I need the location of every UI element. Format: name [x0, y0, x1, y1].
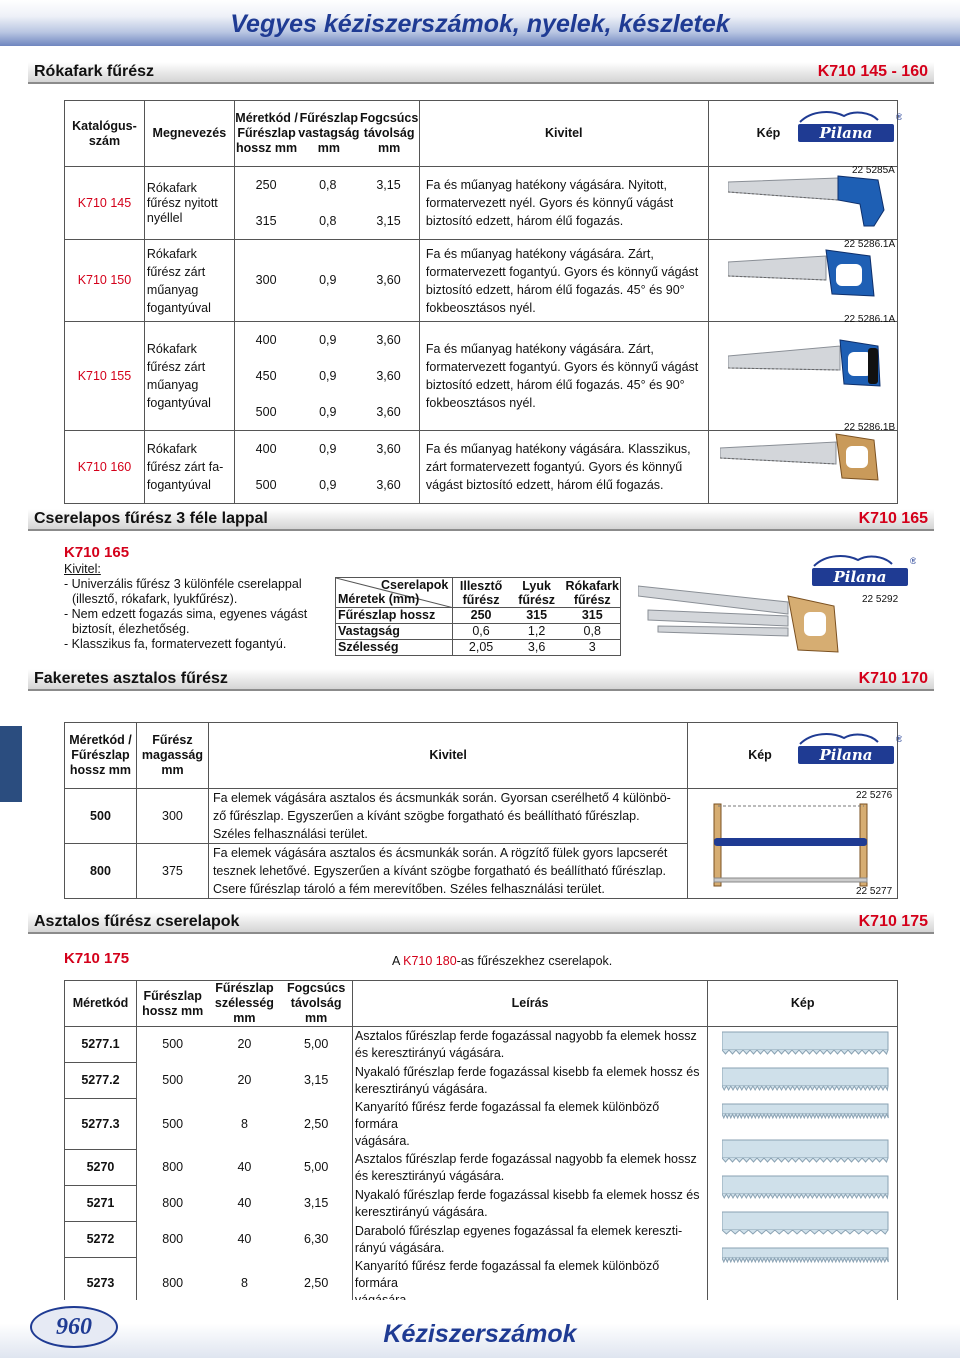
desc-line: Fa elemek vágására asztalos és ácsmunkák során. A rögzítő fülek gyors lapcserét [212, 846, 668, 860]
cell-value: 2,05 [468, 640, 494, 654]
saw-wooden-handle-image [720, 430, 890, 490]
desc-line: Asztalos fűrészlap ferde fogazással nagyobb fa elemek hossz [354, 1028, 697, 1043]
thickness-value: 0,9 [319, 404, 337, 419]
blade-code: 5272 [65, 1222, 137, 1258]
desc-line: Daraboló fűrészlap egyenes fogazással fa elemek kereszti- [354, 1223, 683, 1238]
col-header: Illesztő fűrész [453, 578, 509, 608]
blade-description [352, 1186, 707, 1222]
table-row [336, 608, 621, 624]
length-value: 500 [162, 1116, 184, 1131]
image-code: 22 5276 [856, 790, 893, 801]
section-title: Rókafark fűrész [34, 63, 155, 80]
registered-mark: ® [896, 734, 902, 744]
col-header-size: Méretkód [65, 981, 137, 1027]
pitch-value: 3,15 [376, 213, 401, 228]
catalog-code: K710 150 [65, 240, 145, 322]
col-header-length: Fűrészlap hossz mm [136, 981, 208, 1027]
col-header-width: Fűrészlap szélesség mm [208, 981, 280, 1027]
blade-code: 5273 [65, 1258, 137, 1310]
pitch-value: 3,60 [376, 368, 401, 383]
size-value: 400 [255, 441, 277, 456]
image-code: 22 5286.1B [844, 422, 896, 433]
product-name: Rókafark fűrész nyitott nyéllel [144, 167, 234, 240]
page-header-band [0, 0, 960, 46]
desc-line: és keresztirányú vágására. [354, 1045, 505, 1060]
image-code: 22 5286.1A [844, 239, 896, 250]
registered-mark: ® [910, 556, 916, 566]
col-header: Lyuk fűrész [509, 578, 565, 608]
product-name: Rókafark fűrész zárt műanyag fogantyúval [144, 322, 234, 431]
corner-bottom: Méretek (mm) [338, 592, 420, 606]
length-value: 800 [162, 1232, 184, 1246]
col-header-pitch: Fogcsúcs távolság mm [280, 981, 352, 1027]
cell-value: 3 [588, 640, 596, 654]
cell-value: 1,2 [509, 624, 565, 640]
blade-description [352, 1027, 707, 1063]
desc-line: Kanyarító fűrész ferde fogazással fa elemek különböző formára [354, 1099, 660, 1131]
row-label: Vastagság [336, 624, 453, 640]
pilana-logo [792, 730, 902, 770]
image-code: 22 5285A [852, 165, 895, 176]
blade-image [722, 1104, 888, 1118]
saw-open-handle-image [728, 170, 888, 230]
cell-value: 0,8 [565, 624, 621, 640]
kivitel-line: - Klasszikus fa, formatervezett fogantyú. [64, 637, 287, 651]
corner-cell [336, 578, 453, 608]
size-value: 500 [255, 477, 277, 492]
pitch-value: 3,60 [376, 477, 401, 492]
thickness-value: 0,9 [319, 477, 337, 492]
blade-description [352, 1063, 707, 1099]
section-title: Fakeretes asztalos fűrész [34, 670, 228, 687]
image-code: 22 5286.1A [844, 314, 896, 325]
size-value: 315 [255, 213, 277, 228]
exec-description [208, 789, 687, 844]
saw-closed-handle-image [728, 246, 888, 308]
blade-image [722, 1140, 888, 1162]
kivitel-list [64, 577, 307, 652]
pilana-logo [792, 108, 902, 148]
side-tab-marker [0, 726, 22, 802]
image-code: 22 5277 [856, 886, 893, 897]
col-header-exec: Kivitel [419, 101, 708, 167]
blade-images [722, 1026, 892, 1284]
size-value: 500 [255, 404, 277, 419]
desc-line: keresztirányú vágására. [354, 1081, 488, 1096]
exec-description [208, 844, 687, 899]
desc-line: Fa elemek vágására asztalos és ácsmunkák során. Gyorsan cserélhető 4 különbö- [212, 791, 671, 805]
table-row [336, 624, 621, 640]
footer-title: Kéziszerszámok [383, 1320, 577, 1348]
section-code: K710 145 - 160 [817, 63, 928, 80]
catalog-code: K710 160 [65, 431, 145, 504]
pitch-value: 3,60 [376, 273, 401, 287]
desc-line: Széles felhasználási terület. [212, 827, 368, 841]
desc-line: tesznek lehetővé. Egyszerűen a kívánt szögbe forgatható és beállítható fűrészlap. [212, 864, 666, 878]
pitch-value: 3,60 [376, 332, 401, 347]
row-label: Szélesség [336, 640, 453, 656]
catalog-code: K710 145 [65, 167, 145, 240]
width-value: 40 [237, 1196, 252, 1210]
blade-code: 5270 [65, 1150, 137, 1186]
logo-text: Pilana [819, 124, 873, 142]
product-name: Rókafark fűrész zárt fa-fogantyúval [144, 431, 234, 504]
corner-top: Cserelapok [380, 578, 449, 592]
col-header: Rókafark fűrész [565, 578, 619, 607]
size-value: 450 [255, 368, 277, 383]
section-code: K710 165 [858, 510, 928, 527]
pitch-value: 2,50 [280, 1099, 352, 1150]
length-value: 500 [162, 1073, 184, 1087]
thickness-value: 0,9 [319, 273, 337, 287]
pitch-value: 3,60 [376, 441, 401, 456]
cell-value: 315 [509, 608, 565, 624]
pitch-value: 3,15 [280, 1063, 352, 1099]
pitch-value: 3,15 [280, 1186, 352, 1222]
col-header-image: Kép [688, 723, 898, 789]
desc-line: és keresztirányú vágására. [354, 1168, 505, 1183]
desc-line: Nyakaló fűrészlap ferde fogazással kisebb fa elemek hossz és [354, 1187, 700, 1202]
product-code: K710 165 [64, 544, 130, 561]
blade-image [722, 1248, 888, 1262]
thickness-value: 0,9 [319, 368, 337, 383]
section-bar-fakeretes [28, 669, 934, 691]
note-text: -as fűrészekhez cserelapok. [456, 954, 613, 968]
row-label: Fűrészlap hossz [336, 608, 453, 624]
note-code: K710 180 [403, 954, 457, 968]
col-header-image: Kép [708, 101, 897, 167]
desc-line: Kanyarító fűrész ferde fogazással fa elemek különböző formára [354, 1258, 660, 1290]
cserelap-table [335, 577, 621, 656]
width-value: 8 [240, 1116, 248, 1131]
pitch-value: 3,15 [376, 177, 401, 192]
cell-value: 250 [453, 608, 509, 624]
pilana-logo [806, 552, 916, 592]
desc-line: Asztalos fűrészlap ferde fogazással nagyobb fa elemek hossz [354, 1151, 697, 1166]
length-value: 800 [162, 1275, 184, 1290]
pitch-value: 6,30 [280, 1222, 352, 1258]
pitch-value: 2,50 [280, 1258, 352, 1310]
size-value: 800 [65, 844, 137, 899]
product-code: K710 175 [64, 950, 130, 967]
blade-image [722, 1212, 888, 1234]
logo-text: Pilana [819, 746, 873, 764]
width-value: 20 [237, 1037, 252, 1052]
col-header-desc: Leírás [352, 981, 707, 1027]
image-code: 22 5292 [862, 594, 899, 605]
registered-mark: ® [896, 112, 902, 122]
section-bar-rokafark [28, 62, 934, 84]
col-header-image: Kép [708, 981, 898, 1027]
col-header-thickness: Fűrészlap vastagság mm [298, 101, 359, 167]
kivitel-label: Kivitel: [64, 562, 101, 576]
blade-code: 5277.1 [65, 1027, 137, 1063]
blade-code: 5271 [65, 1186, 137, 1222]
blade-code: 5277.3 [65, 1099, 137, 1150]
desc-line: rányú vágására. [354, 1240, 445, 1255]
width-value: 20 [237, 1073, 252, 1087]
length-value: 800 [162, 1160, 184, 1174]
cell-value: 3,6 [527, 640, 546, 654]
table-row [336, 640, 621, 656]
exec-description: Fa és műanyag hatékony vágására. Zárt, formatervezett fogantyú. Gyors és könnyű vágást biztosító edzett, három élű fogazás. 45° és 90° fokbeosztásos nyél. [419, 322, 708, 431]
page-title: Vegyes kéziszerszámok, nyelek, készletek [230, 10, 730, 38]
col-header-name: Megnevezés [144, 101, 234, 167]
blade-description [352, 1222, 707, 1258]
height-value: 375 [136, 844, 208, 899]
cell-value: 315 [565, 608, 621, 624]
thickness-value: 0,8 [319, 177, 337, 192]
width-value: 40 [237, 1160, 252, 1174]
section-code: K710 175 [858, 913, 928, 930]
desc-line: ző fűrészlap. Egyszerűen a kívánt szögbe forgatható és beállítható fűrészlap. [212, 809, 640, 823]
catalog-code: K710 155 [65, 322, 145, 431]
page-number: 960 [30, 1306, 118, 1348]
kivitel-line: - Nem edzett fogazás sima, egyenes vágást [64, 607, 308, 621]
kivitel-line: biztosít, élezhetőség. [72, 622, 190, 636]
section-title: Asztalos fűrész cserelapok [34, 913, 240, 930]
col-header-size: Méretkód / Fűrészlap hossz mm [234, 101, 298, 167]
pitch-value: 5,00 [280, 1027, 352, 1063]
size-value: 250 [255, 177, 277, 192]
height-value: 300 [136, 789, 208, 844]
desc-line: Nyakaló fűrészlap ferde fogazással kisebb fa elemek hossz és [354, 1064, 700, 1079]
width-value: 8 [240, 1275, 248, 1290]
kivitel-line: (illesztő, rókafark, lyukfűrész). [72, 592, 238, 606]
desc-line: vágására. [354, 1133, 410, 1148]
exec-description: Fa és műanyag hatékony vágására. Nyitott, formatervezett nyél. Gyors és könnyű vágást biztosító edzett, három élű fogazás. [419, 167, 708, 240]
col-header-exec: Kivitel [208, 723, 687, 789]
blade-image [722, 1032, 888, 1054]
col-header-size: Méretkód / Fűrészlap hossz mm [65, 723, 137, 789]
thickness-value: 0,9 [319, 332, 337, 347]
length-value: 800 [162, 1196, 184, 1210]
width-value: 40 [237, 1232, 252, 1246]
pitch-value: 3,60 [376, 404, 401, 419]
exec-description: Fa és műanyag hatékony vágására. Zárt, formatervezett fogantyú. Gyors és könnyű vágást biztosító edzett, három élű fogazás. 45° és 90° fokbeosztásos nyél. [419, 240, 708, 322]
blade-image [722, 1068, 888, 1090]
compatibility-note [392, 954, 612, 968]
logo-text: Pilana [833, 568, 887, 586]
note-text: A [392, 954, 404, 968]
desc-line: Csere fűrészlap tároló a fém merevítőben. Széles felhasználási terület. [212, 882, 605, 896]
size-value: 400 [255, 332, 277, 347]
frame-saw-image [700, 800, 890, 888]
section-title: Cserelapos fűrész 3 féle lappal [34, 510, 268, 527]
desc-line: keresztirányú vágására. [354, 1204, 488, 1219]
size-value: 500 [65, 789, 137, 844]
blade-description [352, 1150, 707, 1186]
section-code: K710 170 [858, 670, 928, 687]
blade-code: 5277.2 [65, 1063, 137, 1099]
col-header-height: Fűrész magasság mm [136, 723, 208, 789]
size-value: 300 [255, 273, 277, 287]
col-header-pitch: Fogcsúcs távolság mm [359, 101, 419, 167]
pitch-value: 5,00 [280, 1150, 352, 1186]
exec-description: Fa és műanyag hatékony vágására. Klasszikus, zárt formatervezett fogantyú. Gyors és könnyű vágást biztosító edzett, három élű fogazás. [419, 431, 708, 504]
blade-description [352, 1099, 707, 1150]
blade-image [722, 1176, 888, 1198]
saw-closed-handle-image [728, 334, 888, 396]
length-value: 500 [162, 1037, 184, 1052]
thickness-value: 0,9 [319, 441, 337, 456]
product-name: Rókafark fűrész zárt műanyag fogantyúval [144, 240, 234, 322]
thickness-value: 0,8 [319, 213, 337, 228]
section-bar-cserelapos [28, 509, 934, 531]
section-bar-cserelapok [28, 912, 934, 934]
cell-value: 0,6 [453, 624, 509, 640]
kivitel-line: - Univerzális fűrész 3 különféle cserelappal [64, 577, 302, 591]
col-header-catalog: Katalógus-szám [65, 101, 145, 167]
